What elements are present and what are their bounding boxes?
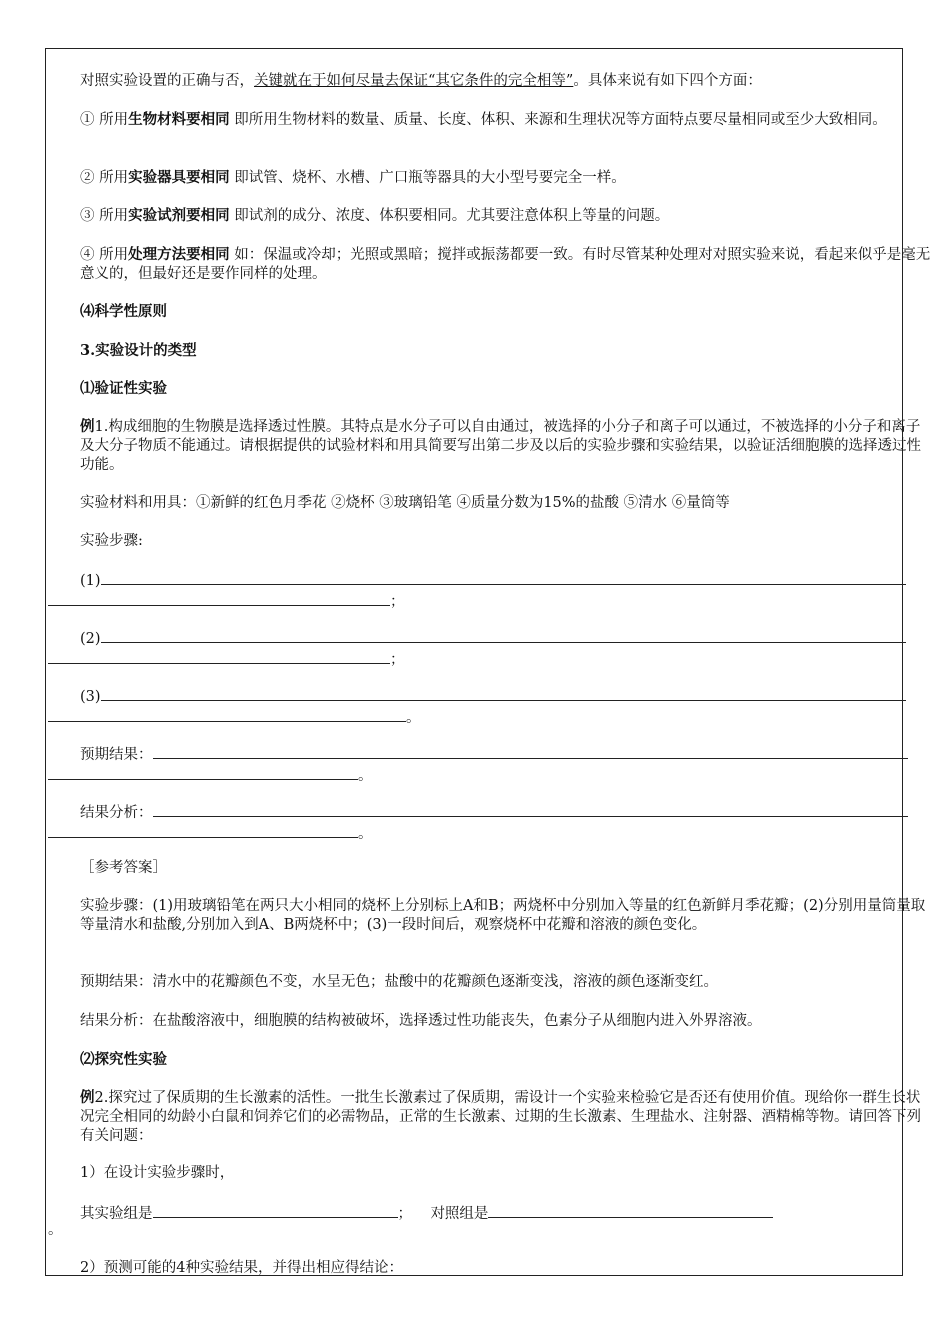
groups-line: 其实验组是 ； 对照组是 bbox=[48, 1203, 932, 1224]
example-2-text: 例2.探究过了保质期的生长激素的活性。一批生长激素过了保质期，需设计一个实验来检验它是否还有使用价值。现给你一群生长状况完全相同的幼龄小白鼠和饲养它们的必需物品，正常的生长激素、过期的生长激素、生理盐水、注射器、酒精棉等物。请回答下列有关问题： bbox=[80, 1089, 921, 1144]
analysis-line-2: 。 bbox=[48, 823, 900, 844]
groups-line-end: 。 bbox=[48, 1222, 63, 1238]
step-1-blank[interactable] bbox=[101, 570, 906, 585]
intro-item-3: ③ 所用实验试剂要相同 即试剂的成分、浓度、体积要相同。尤其要注意体积上等量的问题。 bbox=[80, 207, 670, 224]
experimental-group-blank[interactable] bbox=[153, 1203, 398, 1218]
analysis-blank-2[interactable] bbox=[48, 823, 358, 838]
steps-label: 实验步骤: bbox=[80, 533, 143, 549]
answer-expected: 预期结果：清水中的花瓣颜色不变，水呈无色；盐酸中的花瓣颜色逐渐变浅，溶液的颜色逐渐变红。 bbox=[80, 974, 718, 990]
question-1: 1）在设计实验步骤时， bbox=[80, 1165, 235, 1181]
analysis-blank[interactable] bbox=[153, 802, 908, 817]
control-group-blank[interactable] bbox=[488, 1203, 773, 1218]
intro-item-4: ④ 所用处理方法要相同 如：保温或冷却；光照或黑暗；搅拌或振荡都要一致。有时尽管某种处理对对照实验来说，看起来似乎是毫无意义的，但最好还是要作同样的处理。 bbox=[80, 246, 931, 282]
intro-item-2: ② 所用实验器具要相同 即试管、烧杯、水槽、广口瓶等器具的大小型号要完全一样。 bbox=[80, 169, 626, 186]
question-2: 2）预测可能的4种实验结果，并得出相应得结论： bbox=[80, 1260, 403, 1276]
expected-result-blank-2[interactable] bbox=[48, 765, 358, 780]
step-3-line-2: 。 bbox=[48, 707, 900, 728]
answer-analysis: 结果分析：在盐酸溶液中，细胞膜的结构被破坏，选择透过性功能丧失，色素分子从细胞内进入外界溶液。 bbox=[80, 1013, 762, 1029]
reference-answer-label: ［参考答案］ bbox=[80, 860, 167, 876]
intro-item-1: ① 所用生物材料要相同 即所用生物材料的数量、质量、长度、体积、来源和生理状况等方面特点要尽量相同或至少大致相同。 bbox=[80, 111, 887, 128]
expected-result-blank[interactable] bbox=[153, 744, 908, 759]
answer-steps: 实验步骤：(1)用玻璃铅笔在两只大小相同的烧杯上分别标上A和B；两烧杯中分别加入等量的红色新鲜月季花瓣；(2)分别用量筒量取等量清水和盐酸,分别加入到A、B两烧杯中；(3)一段时间后，观察烧杯中花瓣和溶液的颜色变化。 bbox=[80, 898, 926, 933]
step-1-line: (1) bbox=[48, 570, 932, 591]
step-2-blank-2[interactable] bbox=[48, 649, 390, 664]
step-2-line: (2) bbox=[48, 628, 932, 649]
heading-experiment-types: 3.实验设计的类型 bbox=[80, 342, 197, 359]
key-point-underlined: 关键就在于如何尽量去保证“其它条件的完全相等” bbox=[254, 73, 574, 89]
intro-paragraph: 对照实验设置的正确与否，关键就在于如何尽量去保证“其它条件的完全相等”。具体来说有如下四个方面： bbox=[80, 73, 762, 89]
expected-result-line: 预期结果： bbox=[48, 744, 932, 765]
step-1-blank-2[interactable] bbox=[48, 591, 390, 606]
step-3-line: (3) bbox=[48, 686, 932, 707]
analysis-line: 结果分析： bbox=[48, 802, 932, 823]
heading-verification-experiment: ⑴验证性实验 bbox=[80, 380, 167, 397]
step-1-line-2: ； bbox=[48, 591, 900, 612]
heading-scientific-principle: ⑷科学性原则 bbox=[80, 303, 167, 320]
step-3-blank-2[interactable] bbox=[48, 707, 406, 722]
step-2-blank[interactable] bbox=[101, 628, 906, 643]
heading-exploratory-experiment: ⑵探究性实验 bbox=[80, 1051, 167, 1068]
expected-result-line-2: 。 bbox=[48, 765, 900, 786]
example-1-text: 例1.构成细胞的生物膜是选择透过性膜。其特点是水分子可以自由通过，被选择的小分子和离子可以通过，不被选择的小分子和离子及大分子物质不能通过。请根据提供的试验材料和用具简要写出第二步及以后的实验步骤和实验结果，以验证活细胞膜的选择透过性功能。 bbox=[80, 418, 921, 473]
step-2-line-2: ； bbox=[48, 649, 900, 670]
step-3-blank[interactable] bbox=[101, 686, 906, 701]
materials-list: 实验材料和用具：①新鲜的红色月季花 ②烧杯 ③玻璃铅笔 ④质量分数为15%的盐酸 ⑤清水 ⑥量筒等 bbox=[80, 495, 730, 511]
